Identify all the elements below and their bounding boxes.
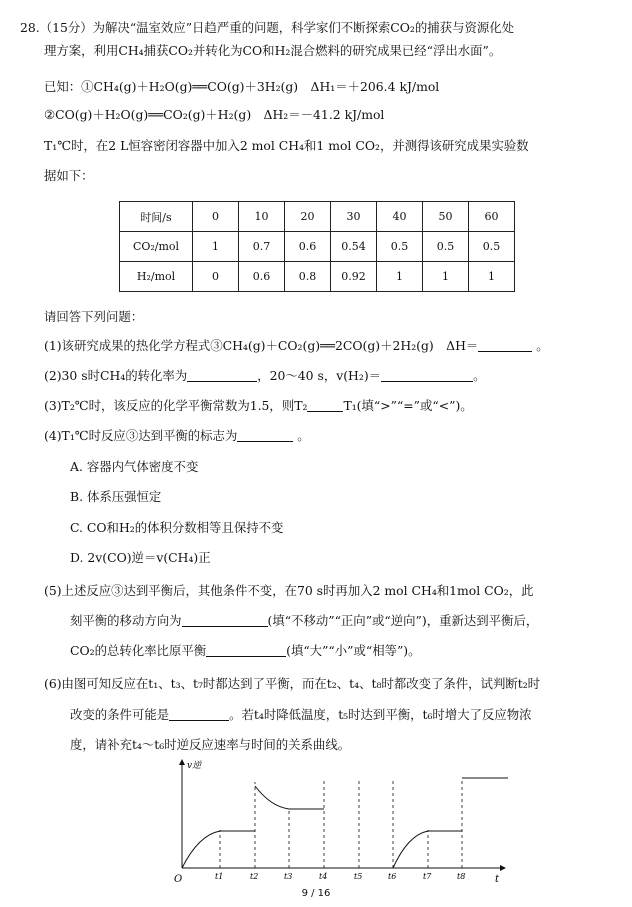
- table-row: [120, 262, 515, 292]
- questions-intro: 请回答下列问题：: [44, 309, 144, 324]
- sub-question-6-line2: [70, 707, 618, 723]
- table-cell: 0.92: [331, 262, 377, 292]
- q3-text: (3)T₂℃时，该反应的化学平衡常数为1.5，则T₂: [44, 398, 308, 413]
- table-cell: 0.6: [239, 262, 285, 292]
- table-cell: 50: [423, 202, 469, 232]
- table-cell: H₂/mol: [120, 262, 193, 292]
- table-cell: 0: [193, 262, 239, 292]
- q1-end: 。: [536, 338, 549, 353]
- q5-text-2: (填“不移动”“正向”或“逆向”)，重新达到平衡后，: [267, 613, 539, 628]
- sub-question-3: [44, 398, 618, 414]
- tick-label-t5: t5: [354, 872, 363, 881]
- tick-label-t1: t1: [215, 872, 224, 881]
- sub-question-1: [44, 338, 618, 354]
- table-header-row: [120, 202, 515, 232]
- condition-line2: 据如下：: [44, 168, 94, 183]
- page-number: 9 / 16: [301, 888, 331, 899]
- table-cell: 0.5: [423, 232, 469, 262]
- sub-question-5-line2: [70, 613, 618, 629]
- tick-label-t7: t7: [423, 872, 432, 881]
- reaction-2: ②CO(g)＋H₂O(g)══CO₂(g)＋H₂(g) ΔH₂＝－41.2 kJ/mol: [44, 107, 385, 122]
- x-axis-label: t: [495, 874, 500, 885]
- time-guides: [220, 778, 462, 868]
- q4-option-d: D. 2v(CO)逆＝v(CH₄)正: [70, 550, 211, 565]
- tick-label-t8: t8: [457, 872, 466, 881]
- sub-question-5-line1: (5)上述反应③达到平衡后，其他条件不变，在70 s时再加入2 mol CH₄和1mol CO₂，此: [44, 583, 534, 598]
- experiment-data-table: [119, 201, 515, 292]
- q2-answer-blank-2[interactable]: [381, 369, 473, 382]
- sub-question-2: [44, 368, 618, 384]
- table-cell: 0.8: [285, 262, 331, 292]
- q3-answer-blank[interactable]: [307, 399, 343, 412]
- q1-text: (1)该研究成果的热化学方程式③CH₄(g)＋CO₂(g)══2CO(g)＋2H₂(g) ΔH＝: [44, 338, 479, 353]
- table-cell: 1: [377, 262, 423, 292]
- table-cell: 10: [239, 202, 285, 232]
- table-cell: CO₂/mol: [120, 232, 193, 262]
- q2-text-mid: ，20～40 s，v(H₂)＝: [257, 368, 382, 383]
- q4-answer-blank[interactable]: [237, 429, 293, 442]
- table-cell: 0.5: [469, 232, 515, 262]
- condition-line1: T₁℃时，在2 L恒容密闭容器中加入2 mol CH₄和1 mol CO₂，并测得该研究成果实验数: [44, 138, 529, 153]
- table-cell: 0.5: [377, 232, 423, 262]
- q2-answer-blank-1[interactable]: [187, 369, 257, 382]
- q3-text-end: T₁(填“>”“=”或“<”)。: [343, 398, 473, 413]
- tick-label-t2: t2: [250, 872, 259, 881]
- reverse-rate-time-graph: [170, 758, 515, 886]
- q6-answer-blank[interactable]: [169, 708, 229, 721]
- table-cell: 1: [469, 262, 515, 292]
- curve-segment-t2-t4: [255, 786, 324, 809]
- q5-text-4: (填“大”“小”或“相等”)。: [286, 643, 421, 658]
- question-stem-line1: 28.（15分）为解决“温室效应”日趋严重的问题，科学家们不断探索CO₂的捕获与资源化处: [20, 20, 515, 35]
- tick-label-t3: t3: [284, 872, 293, 881]
- sub-question-4: [44, 428, 618, 444]
- table-cell: 0.7: [239, 232, 285, 262]
- q4-end: 。: [297, 428, 310, 443]
- table-row: [120, 232, 515, 262]
- q5-answer-blank-1[interactable]: [182, 614, 268, 627]
- table-cell: 0.6: [285, 232, 331, 262]
- reaction-1: 已知：①CH₄(g)＋H₂O(g)══CO(g)＋3H₂(g) ΔH₁＝＋206.4 kJ/mol: [44, 79, 440, 94]
- sub-question-6-line3: 度，请补充t₄～t₆时逆反应速率与时间的关系曲线。: [70, 737, 351, 752]
- sub-question-5-line3: [70, 643, 618, 659]
- q5-text: 刻平衡的移动方向为: [70, 613, 182, 628]
- q5-text-3: CO₂的总转化率比原平衡: [70, 643, 207, 658]
- q5-answer-blank-2[interactable]: [206, 644, 286, 657]
- table-cell: 30: [331, 202, 377, 232]
- table-cell: 0.54: [331, 232, 377, 262]
- q1-answer-blank[interactable]: [478, 339, 532, 352]
- q4-option-c: C. CO和H₂的体积分数相等且保持不变: [70, 520, 284, 535]
- q4-text: (4)T₁℃时反应③达到平衡的标志为: [44, 428, 238, 443]
- q4-option-a: A. 容器内气体密度不变: [70, 459, 199, 474]
- origin-label: O: [174, 874, 183, 885]
- sub-question-6-line1: (6)由图可知反应在t₁、t₃、t₇时都达到了平衡，而在t₂、t₄、t₈时都改变了条件，试判断t₂时: [44, 676, 541, 691]
- q2-text: (2)30 s时CH₄的转化率为: [44, 368, 188, 383]
- table-cell: 20: [285, 202, 331, 232]
- table-cell: 60: [469, 202, 515, 232]
- table-cell: 1: [193, 232, 239, 262]
- table-cell: 1: [423, 262, 469, 292]
- question-stem-line2: 理方案，利用CH₄捕获CO₂并转化为CO和H₂混合燃料的研究成果已经“浮出水面”。: [44, 43, 502, 58]
- q2-end: 。: [473, 368, 486, 383]
- tick-label-t6: t6: [388, 872, 397, 881]
- tick-label-t4: t4: [319, 872, 328, 881]
- y-axis-label: v逆: [187, 761, 202, 771]
- q4-option-b: B. 体系压强恒定: [70, 489, 162, 504]
- table-cell: 时间/s: [120, 202, 193, 232]
- q6-text: 改变的条件可能是: [70, 707, 170, 722]
- q6-text-2: 。若t₄时降低温度，t₅时达到平衡，t₆时增大了反应物浓: [229, 707, 532, 722]
- curve-segment-0-t2: [182, 831, 255, 868]
- table-cell: 40: [377, 202, 423, 232]
- curve-segment-t6-t8: [393, 831, 462, 868]
- table-cell: 0: [193, 202, 239, 232]
